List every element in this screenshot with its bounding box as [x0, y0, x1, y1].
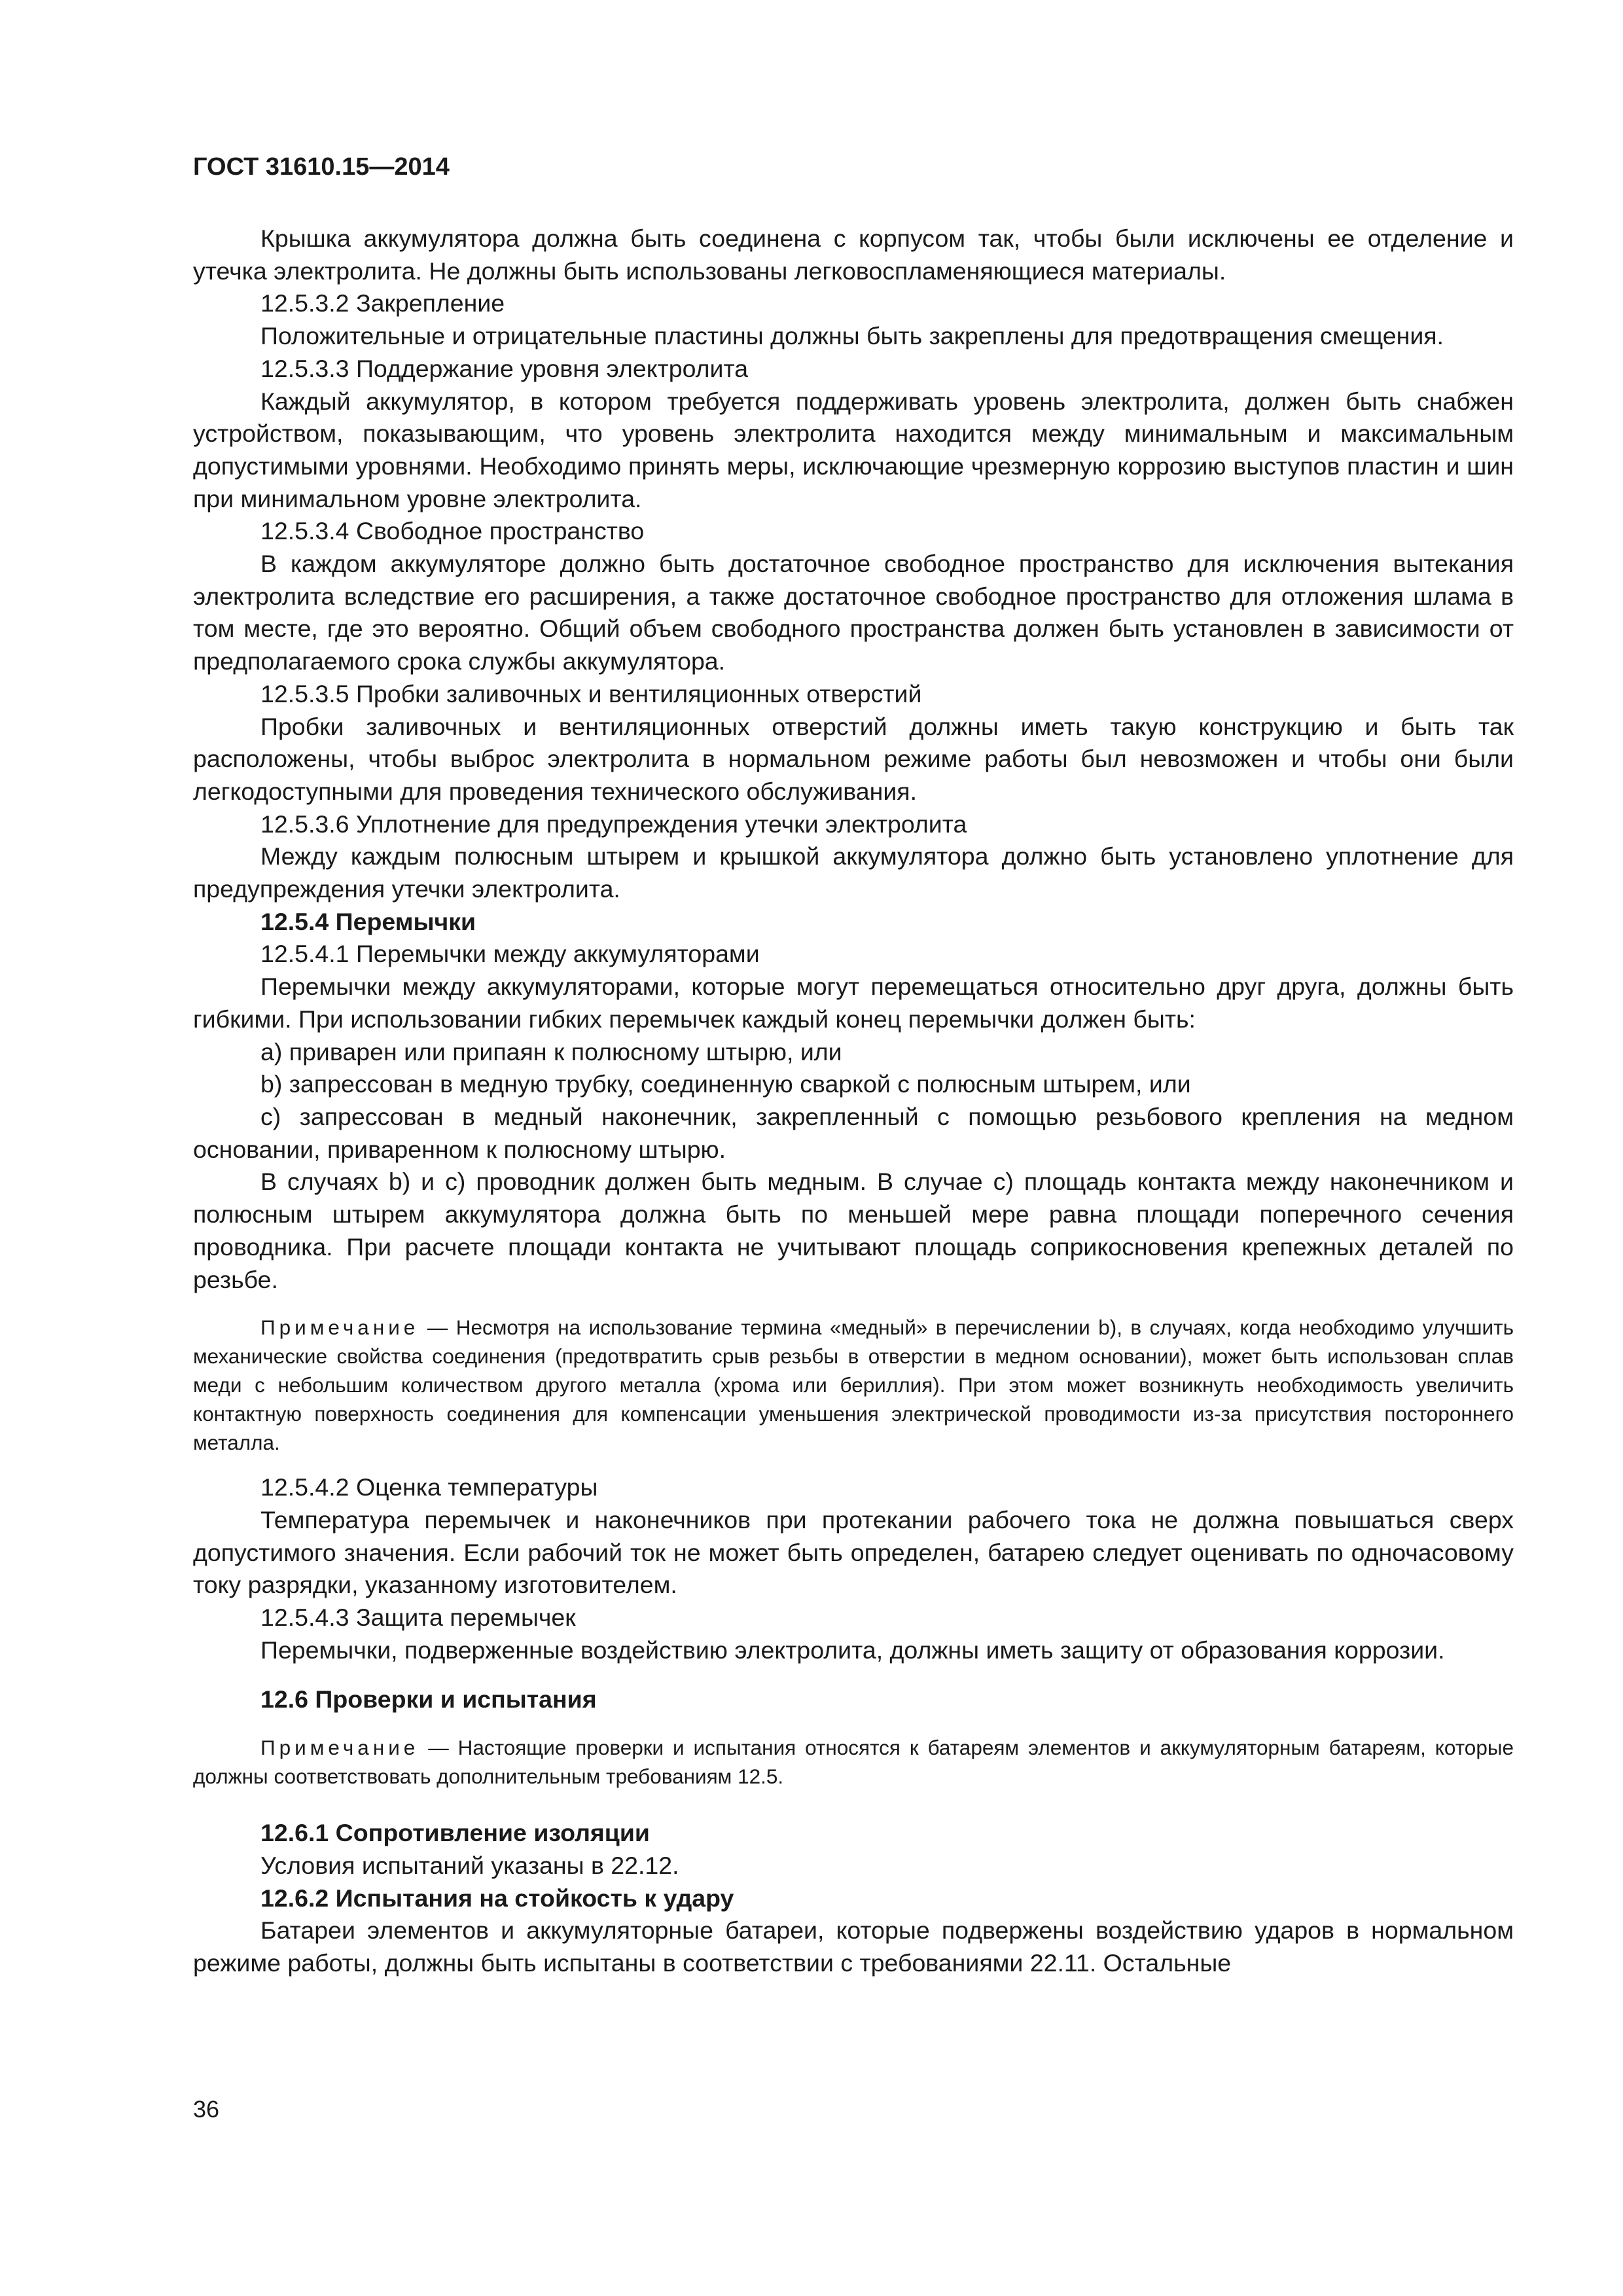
note-text: — Настоящие проверки и испытания относятся к батареям элементов и аккумуляторным батареям, которые должны соответствовать дополнительным требованиям 12.5. — [193, 1736, 1514, 1789]
note-text: — Несмотря на использование термина «медный» в перечислении b), в случаях, когда необходимо улучшить механические свойства соединения (предотвратить срыв резьбы в отверстии в медном основании), может быть использован сплав меди с небольшим количеством другого металла (хрома или бериллия). При этом может возникнуть необходимость увеличить контактную поверхность соединения для компенсации уменьшения электрической проводимости из-за присутствия постороннего металла. — [193, 1316, 1514, 1455]
paragraph: Батареи элементов и аккумуляторные батареи, которые подвержены воздействию ударов в нормальном режиме работы, должны быть испытаны в соответствии с требованиями 22.11. Остальные — [193, 1916, 1514, 1977]
paragraph: Температура перемычек и наконечников при протекании рабочего тока не должна повышаться сверх допустимого значения. Если рабочий ток не может быть определен, батарею следует оценивать по одночасовому току разрядки, указанному изготовителем. — [193, 1505, 1514, 1599]
paragraph: Крышка аккумулятора должна быть соединена с корпусом так, чтобы были исключены ее отделение и утечка электролита. Не должны быть использованы легковоспламеняющиеся материалы. — [193, 224, 1514, 285]
list-item: b) запрессован в медную трубку, соединенную сваркой с полюсным штырем, или — [260, 1070, 1191, 1098]
section-heading-bold: 12.6 Проверки и испытания — [260, 1685, 597, 1713]
paragraph: Перемычки между аккумуляторами, которые могут перемещаться относительно друг друга, должны быть гибкими. При использовании гибких перемычек каждый конец перемычки должен быть: — [193, 973, 1514, 1033]
section-heading-bold: 12.6.1 Сопротивление изоляции — [260, 1819, 650, 1847]
paragraph: В каждом аккумуляторе должно быть достаточное свободное пространство для исключения вытекания электролита вследствие его расширения, а также достаточное свободное пространство для отложения шлама в том месте, где это вероятно. Общий объем свободного пространства должен быть установлен в зависимости от предполагаемого срока службы аккумулятора. — [193, 550, 1514, 675]
section-heading: 12.5.4.3 Защита перемычек — [260, 1604, 576, 1632]
note-block — [193, 1313, 1514, 1457]
document-body — [193, 223, 1514, 1980]
paragraph: Между каждым полюсным штырем и крышкой аккумулятора должно быть установлено уплотнение для предупреждения утечки электролита. — [193, 842, 1514, 903]
section-heading: 12.5.3.3 Поддержание уровня электролита — [260, 354, 749, 382]
section-heading: 12.5.4.1 Перемычки между аккумуляторами — [260, 940, 760, 968]
paragraph: Перемычки, подверженные воздействию электролита, должны иметь защиту от образования коррозии. — [260, 1636, 1445, 1664]
section-heading: 12.5.3.4 Свободное пространство — [260, 517, 645, 545]
note-block — [193, 1733, 1514, 1791]
document-code-header: ГОСТ 31610.15—2014 — [193, 153, 450, 181]
note-label: Примечание — [260, 1736, 419, 1760]
section-heading-bold: 12.5.4 Перемычки — [260, 907, 476, 935]
paragraph: Условия испытаний указаны в 22.12. — [260, 1851, 679, 1879]
list-item: c) запрессован в медный наконечник, закрепленный с помощью резьбового крепления на медном основании, приваренном к полюсному штырю. — [193, 1102, 1514, 1163]
list-item: a) приварен или припаян к полюсному штырю, или — [260, 1037, 842, 1066]
paragraph: Каждый аккумулятор, в котором требуется поддерживать уровень электролита, должен быть снабжен устройством, показывающим, что уровень электролита находится между минимальным и максимальным допустимыми уровнями. Необходимо принять меры, исключающие чрезмерную коррозию выступов пластин и шин при минимальном уровне электролита. — [193, 387, 1514, 512]
page-number: 36 — [193, 2096, 220, 2123]
section-heading: 12.5.4.2 Оценка температуры — [260, 1473, 598, 1501]
paragraph: Положительные и отрицательные пластины должны быть закреплены для предотвращения смещения. — [260, 322, 1444, 350]
section-heading: 12.5.3.2 Закрепление — [260, 289, 505, 317]
document-page — [193, 0, 1514, 2296]
paragraph: Пробки заливочных и вентиляционных отверстий должны иметь такую конструкцию и быть так расположены, чтобы выброс электролита в нормальном режиме работы был невозможен и чтобы они были легкодоступными для проведения технического обслуживания. — [193, 712, 1514, 805]
section-heading: 12.5.3.6 Уплотнение для предупреждения утечки электролита — [260, 810, 967, 838]
section-heading: 12.5.3.5 Пробки заливочных и вентиляционных отверстий — [260, 679, 922, 708]
paragraph: В случаях b) и c) проводник должен быть медным. В случае c) площадь контакта между наконечником и полюсным штырем аккумулятора должна быть по меньшей мере равна площади поперечного сечения проводника. При расчете площади контакта не учитывают площадь соприкосновения крепежных деталей по резьбе. — [193, 1168, 1514, 1293]
note-label: Примечание — [260, 1316, 419, 1340]
section-heading-bold: 12.6.2 Испытания на стойкость к удару — [260, 1884, 734, 1912]
